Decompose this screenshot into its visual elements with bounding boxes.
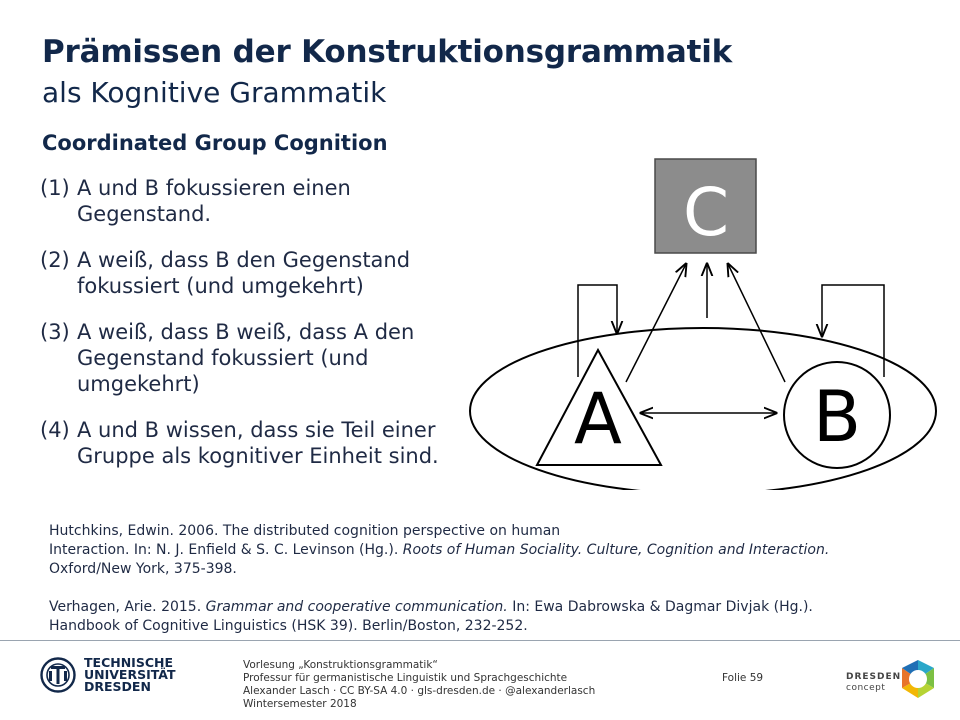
- footer-chair: Professur für germanistische Linguistik und Sprachgeschichte: [243, 672, 568, 684]
- group-cognition-diagram: [462, 150, 942, 490]
- reference-line: Handbook of Cognitive Linguistics (HSK 39). Berlin/Boston, 232-252.: [49, 618, 528, 634]
- footer-semester: Wintersemester 2018: [243, 698, 357, 710]
- reference-verhagen: [49, 598, 909, 636]
- dresden-concept-wordmark: [846, 672, 901, 694]
- list-item: [40, 175, 460, 227]
- reference-title: Roots of Human Sociality. Culture, Cognition and Interaction.: [402, 542, 830, 558]
- wordmark-line: DRESDEN: [846, 672, 902, 682]
- item-text: A weiß, dass B den Gegenstand fokussiert (und umgekehrt): [77, 248, 411, 298]
- slide-number: Folie 59: [722, 672, 764, 684]
- item-number: (1): [40, 176, 70, 200]
- reference-line: [49, 541, 909, 560]
- wordmark-line: concept: [846, 683, 886, 693]
- footer-course: Vorlesung „Konstruktionsgrammatik“: [243, 659, 438, 671]
- node-b-label: B: [812, 376, 862, 458]
- reference-text: Verhagen, Arie. 2015.: [49, 599, 206, 615]
- reference-text: Interaction. In: N. J. Enfield & S. C. Levinson (Hg.).: [49, 542, 403, 558]
- slide-title: Prämissen der Konstruktionsgrammatik: [42, 34, 733, 70]
- node-a-label: A: [574, 378, 622, 460]
- item-text: A und B fokussieren einen Gegenstand.: [77, 176, 351, 226]
- tu-dresden-emblem-icon: [40, 657, 76, 693]
- item-number: (2): [40, 248, 70, 272]
- wordmark-line: UNIVERSITÄT: [84, 667, 176, 682]
- footer-author: Alexander Lasch · CC BY-SA 4.0 · gls-dresden.de · @alexanderlasch: [243, 685, 596, 697]
- reference-line: [49, 598, 909, 617]
- item-number: (4): [40, 418, 70, 442]
- premises-list: [40, 175, 460, 489]
- footer-meta: [243, 659, 595, 711]
- node-c-label: C: [682, 174, 730, 251]
- item-text: A und B wissen, dass sie Teil einer Gruppe als kognitiver Einheit sind.: [77, 418, 439, 468]
- slide-subtitle: als Kognitive Grammatik: [42, 76, 387, 109]
- item-number: (3): [40, 320, 70, 344]
- dresden-concept-logo-icon: [897, 658, 939, 700]
- footer-divider: [0, 640, 960, 641]
- wordmark-line: DRESDEN: [84, 679, 151, 694]
- wordmark-line: TECHNISCHE: [84, 655, 173, 670]
- tu-dresden-logo: [40, 657, 176, 693]
- references: [49, 522, 909, 655]
- reference-hutchins: [49, 522, 909, 579]
- list-item: [40, 247, 460, 299]
- reference-line: Oxford/New York, 375-398.: [49, 561, 237, 577]
- list-item: [40, 319, 460, 397]
- tu-dresden-wordmark: [84, 657, 176, 693]
- reference-title: Grammar and cooperative communication.: [205, 599, 508, 615]
- section-heading: Coordinated Group Cognition: [42, 131, 388, 155]
- item-text: A weiß, dass B weiß, dass A den Gegenstand fokussiert (und umgekehrt): [77, 320, 415, 396]
- reference-line: Hutchkins, Edwin. 2006. The distributed cognition perspective on human: [49, 523, 561, 539]
- list-item: [40, 417, 460, 469]
- reference-text: In: Ewa Dabrowska & Dagmar Divjak (Hg.).: [507, 599, 813, 615]
